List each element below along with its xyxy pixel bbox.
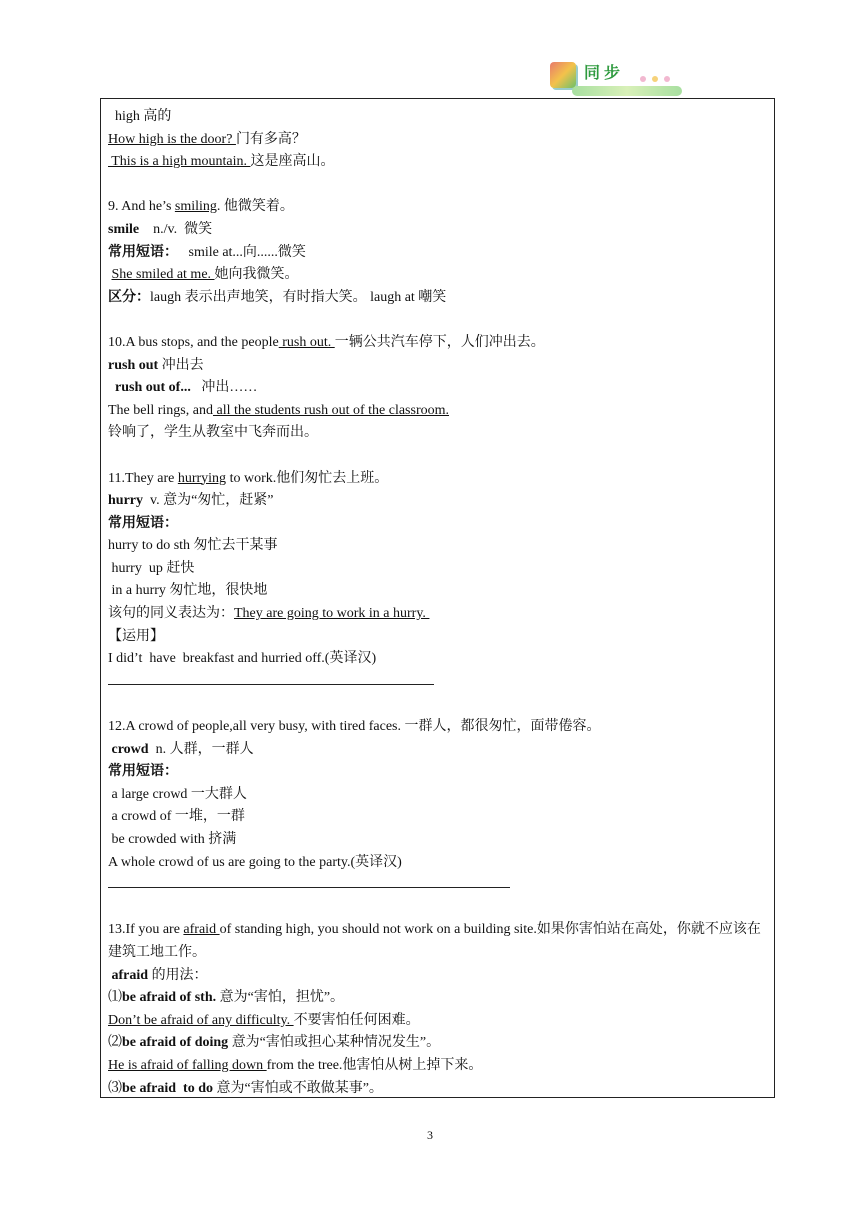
logo-wave-decoration xyxy=(572,86,682,96)
text-segment: be afraid of doing xyxy=(122,1035,229,1051)
text-segment: rush out xyxy=(108,357,162,373)
text-segment: 【运用】 xyxy=(108,628,164,644)
text-line xyxy=(108,965,770,988)
text-segment: smile xyxy=(108,221,140,237)
text-segment: be crowded with 挤满 xyxy=(108,832,237,847)
text-segment: crowd xyxy=(111,741,149,757)
text-line xyxy=(108,264,770,287)
text-segment: smile at...向......微笑 xyxy=(178,244,306,260)
text-segment: 不要害怕任何困难。 xyxy=(293,1012,420,1028)
text-segment: 铃响了，学生从教室中飞奔而出。 xyxy=(108,425,318,441)
text-line xyxy=(108,558,770,581)
blank-line xyxy=(108,897,770,920)
text-segment: A whole crowd of us are going to the party.(英译汉) xyxy=(108,854,402,870)
text-segment: 门有多高？ xyxy=(235,131,306,147)
blank-line xyxy=(108,174,770,197)
text-segment: 11.They are xyxy=(108,470,178,486)
text-segment: 该句的同义表达为： xyxy=(108,606,234,622)
page-number: 3 xyxy=(427,1128,433,1142)
text-line xyxy=(108,784,770,807)
text-segment: 她向我微笑。 xyxy=(214,267,299,283)
text-segment: n./v. 微笑 xyxy=(139,221,213,237)
text-segment: rush out. xyxy=(278,334,335,350)
text-line xyxy=(108,242,770,265)
text-segment: be afraid of sth. xyxy=(122,990,217,1006)
text-segment: She smiled at me. xyxy=(111,267,215,283)
text-segment: laugh 表示出声地笑，有时指大笑。 laugh at 嘲笑 xyxy=(150,289,447,305)
text-segment: smiling xyxy=(174,199,217,215)
text-segment: I did’t have breakfast and hurried off.(英译汉) xyxy=(108,651,377,667)
text-segment: 这是座高山。 xyxy=(250,154,335,170)
text-segment: How high is the door? xyxy=(108,131,236,147)
text-segment: 意为“害怕或担心某种情况发生”。 xyxy=(228,1035,441,1051)
text-segment: n. 人群，一群人 xyxy=(148,741,254,757)
text-segment: 意为“害怕，担忧”。 xyxy=(216,990,345,1006)
text-segment: rush out of... xyxy=(115,380,191,396)
text-segment: 9. And he’s xyxy=(108,199,175,215)
text-line xyxy=(108,626,770,649)
text-line xyxy=(108,287,770,310)
text-line xyxy=(108,355,770,378)
text-line xyxy=(108,671,770,694)
text-segment: all the students rush out of the classroom. xyxy=(212,402,450,418)
text-segment: They are going to work in a hurry. xyxy=(234,606,430,622)
text-segment: 13.If you are xyxy=(108,922,184,938)
text-line xyxy=(108,151,770,174)
text-segment: Don’t be afraid of any difficulty. xyxy=(108,1012,294,1028)
answer-blank xyxy=(108,674,434,685)
text-segment: from the tree.他害怕从树上掉下来。 xyxy=(266,1057,483,1073)
text-segment xyxy=(108,380,115,395)
text-segment: hurry to do sth 匆忙去干某事 xyxy=(108,538,278,554)
text-segment: 冲出…… xyxy=(190,380,258,396)
text-segment: He is afraid of falling down xyxy=(108,1057,267,1073)
text-line xyxy=(108,603,770,626)
text-segment: ⑵ xyxy=(108,1035,122,1051)
answer-blank xyxy=(108,877,510,888)
blank-line xyxy=(108,445,770,468)
text-line xyxy=(108,400,770,423)
text-segment: 意为“害怕或不敢做某事”。 xyxy=(213,1080,383,1096)
text-segment: 一辆公共汽车停下，人们冲出去。 xyxy=(334,334,545,350)
text-line xyxy=(108,987,770,1010)
text-segment: 12.A crowd of people,all very busy, with tired faces. 一群人，都很匆忙，面带倦容。 xyxy=(108,719,601,735)
text-line xyxy=(108,468,770,491)
text-line xyxy=(108,580,770,603)
text-line xyxy=(108,106,770,129)
text-segment: afraid xyxy=(111,967,149,983)
header-logo xyxy=(550,58,685,98)
text-line xyxy=(108,739,770,762)
text-line xyxy=(108,129,770,152)
text-segment: a crowd of 一堆，一群 xyxy=(108,809,245,825)
text-line xyxy=(108,716,770,739)
text-segment: be afraid to do xyxy=(122,1080,213,1096)
text-segment: 冲出去 xyxy=(161,357,204,373)
text-line xyxy=(108,806,770,829)
text-segment: ⑴ xyxy=(108,990,122,1006)
text-segment: 区分： xyxy=(108,289,150,305)
text-segment: 常用短语： xyxy=(108,515,178,531)
text-line xyxy=(108,1032,770,1055)
blank-line xyxy=(108,309,770,332)
text-line xyxy=(108,513,770,536)
text-segment: ⑶ xyxy=(108,1080,122,1096)
blank-line xyxy=(108,693,770,716)
text-line xyxy=(108,196,770,219)
text-line xyxy=(108,332,770,355)
text-line xyxy=(108,490,770,513)
text-segment: to work.他们匆忙去上班。 xyxy=(226,470,389,486)
text-segment: 常用短语： xyxy=(108,244,178,260)
text-line xyxy=(108,648,770,671)
text-segment: a large crowd 一大群人 xyxy=(108,786,247,802)
text-segment: hurry xyxy=(108,493,143,509)
text-segment: high 高的 xyxy=(108,109,172,124)
logo-text: 同步 xyxy=(584,63,625,82)
book-icon xyxy=(550,62,576,88)
text-line xyxy=(108,377,770,400)
text-line xyxy=(108,852,770,875)
text-segment: afraid xyxy=(183,922,220,938)
text-segment: 10.A bus stops, and the people xyxy=(108,334,279,350)
text-segment: hurry up 赶快 xyxy=(108,560,195,576)
text-segment: hurrying xyxy=(177,470,227,486)
text-line xyxy=(108,1010,770,1033)
text-line xyxy=(108,422,770,445)
text-line xyxy=(108,1078,770,1101)
text-segment: . 他微笑着。 xyxy=(216,199,294,215)
text-line xyxy=(108,219,770,242)
text-segment: 常用短语： xyxy=(108,764,178,780)
text-line xyxy=(108,535,770,558)
text-segment: of standing high, you should not work on a building site.如果你害怕站在高处，你就不应该在建筑工地工作。 xyxy=(108,922,761,960)
text-line xyxy=(108,829,770,852)
text-segment: This is a high mountain. xyxy=(108,154,251,170)
lesson-notes xyxy=(108,106,770,1100)
flower-icon xyxy=(638,72,678,86)
text-line xyxy=(108,1055,770,1078)
text-segment: v. 意为“匆忙，赶紧” xyxy=(143,493,274,509)
text-line xyxy=(108,874,770,897)
text-segment: The bell rings, and xyxy=(108,402,213,418)
text-segment: in a hurry 匆忙地，很快地 xyxy=(108,583,268,599)
text-line xyxy=(108,761,770,784)
text-segment: 的用法： xyxy=(148,967,208,983)
text-line xyxy=(108,919,770,964)
